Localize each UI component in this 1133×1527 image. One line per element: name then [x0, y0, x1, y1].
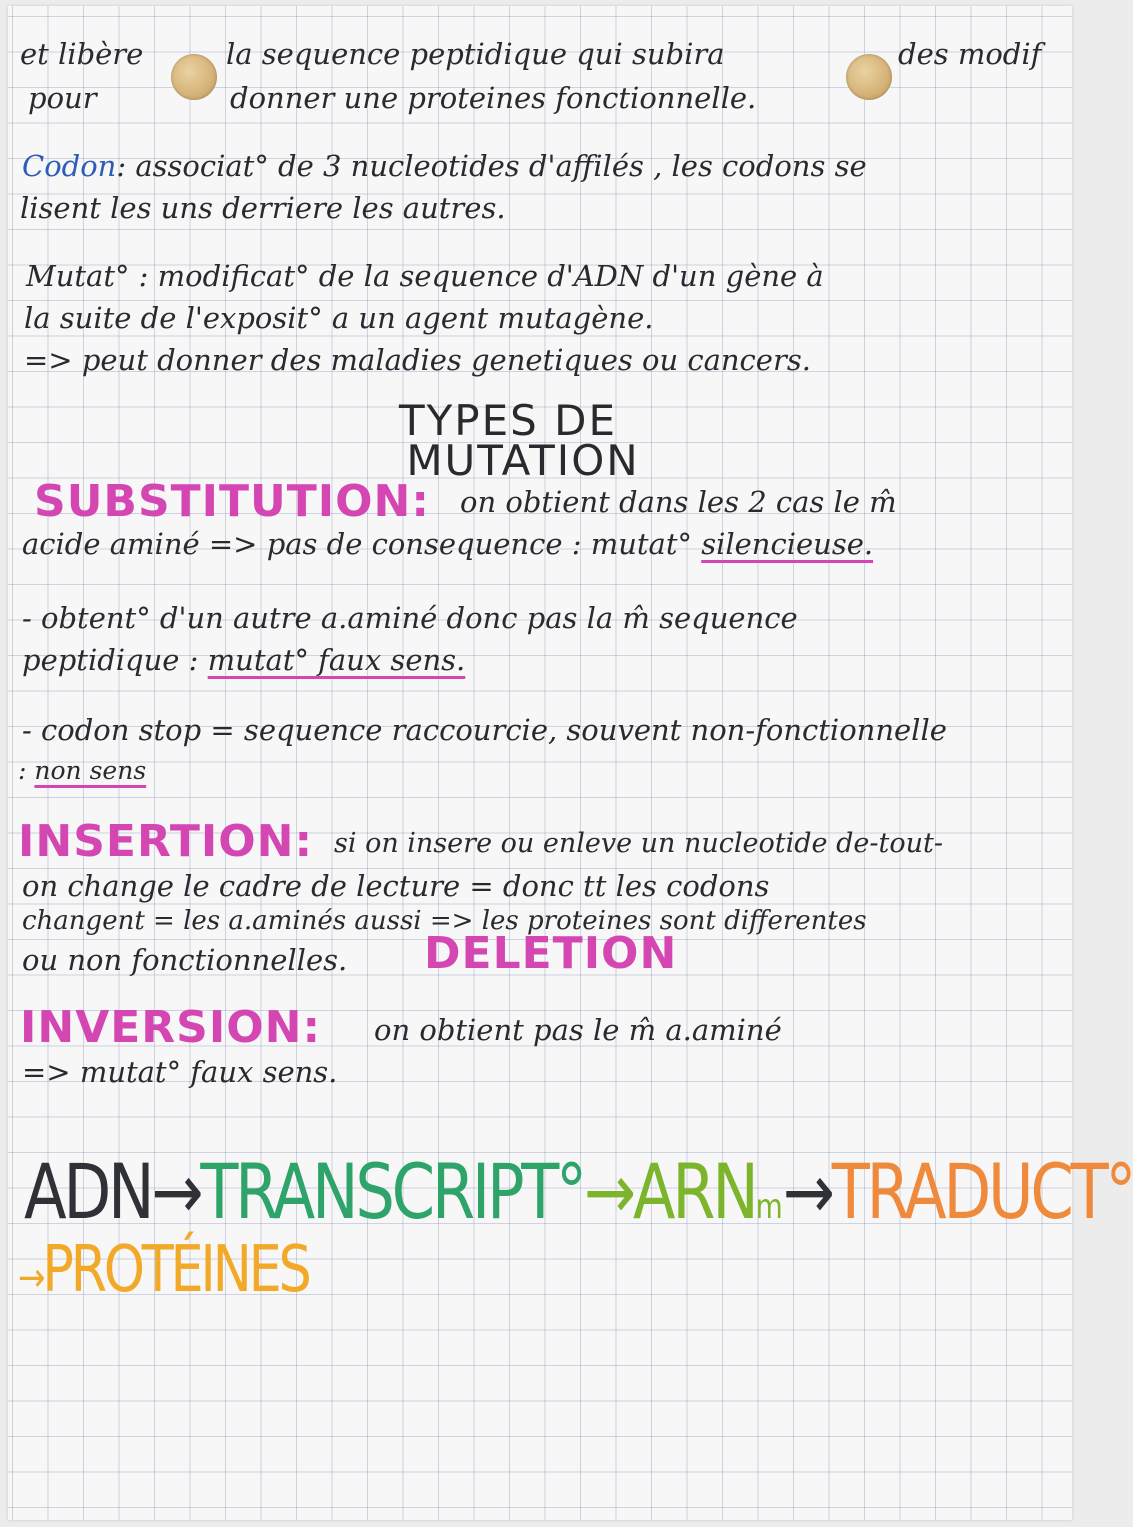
- substitution-text: [22, 527, 874, 561]
- arrow-icon: →: [782, 1147, 832, 1236]
- insertion-text: si on insere ou enleve un nucleotide de-tout-: [334, 828, 943, 859]
- flow-traduction: TRADUCT°: [831, 1147, 1133, 1236]
- dna-to-protein-flow-line2: [18, 1233, 309, 1307]
- substitution-heading: SUBSTITUTION:: [34, 476, 430, 527]
- mutation-definition: Mutat° : modificat° de la sequence d'ADN d'un gène à: [26, 259, 824, 293]
- arrow-icon: →: [151, 1147, 201, 1236]
- arrow-icon: →: [18, 1255, 43, 1301]
- binder-hole-left: [171, 54, 217, 100]
- inversion-text-line2: => mutat° faux sens.: [22, 1055, 338, 1089]
- insertion-heading: INSERTION:: [18, 816, 314, 867]
- mutation-consequence: => peut donner des maladies genetiques ou cancers.: [24, 343, 811, 377]
- codon-definition-line2: lisent les uns derriere les autres.: [20, 191, 506, 225]
- intro-text: des modif: [898, 37, 1042, 71]
- inversion-heading: INVERSION:: [20, 1002, 322, 1053]
- intro-text: la sequence peptidique qui subira: [226, 37, 725, 71]
- substitution-text: on obtient dans les 2 cas le m̂: [460, 485, 897, 519]
- nonsense-mutation-term: non sens: [34, 756, 147, 785]
- dna-to-protein-flow: [24, 1147, 1133, 1236]
- inversion-text: on obtient pas le m̂ a.aminé: [374, 1013, 782, 1047]
- flow-transcription: TRANSCRIPT°: [200, 1147, 584, 1236]
- missense-mutation-term: mutat° faux sens.: [207, 643, 466, 677]
- codon-term: Codon: [22, 149, 117, 183]
- flow-adn: ADN: [24, 1147, 152, 1236]
- intro-text: et libère: [20, 37, 144, 71]
- deletion-heading: DELETION: [424, 928, 678, 979]
- binder-hole-right: [846, 54, 892, 100]
- codon-def-text: : associat° de 3 nucleotides d'affilés , les codons se: [116, 149, 867, 183]
- flow-arn: ARN: [632, 1147, 756, 1236]
- substitution-consequence: acide aminé => pas de consequence : mutat°: [22, 527, 692, 561]
- peptide-sequence-text: peptidique :: [22, 643, 199, 677]
- silent-mutation-term: silencieuse.: [701, 527, 874, 561]
- mutation-definition-line2: la suite de l'exposit° a un agent mutagène.: [24, 301, 654, 335]
- types-title-line1: TYPES DE: [398, 396, 618, 445]
- notebook-page: [8, 6, 1133, 1520]
- intro-text: donner une proteines fonctionnelle.: [230, 81, 757, 115]
- flow-arn-subscript: m: [755, 1187, 783, 1227]
- arrow-icon: →: [583, 1147, 633, 1236]
- substitution-nonsense-line2: [18, 758, 146, 783]
- codon-definition: [22, 149, 867, 183]
- substitution-nonsense: - codon stop = sequence raccourcie, souvent non-fonctionnelle: [22, 713, 947, 747]
- substitution-missense-line2: [22, 643, 466, 677]
- intro-text: pour: [28, 81, 97, 115]
- colon-text: :: [18, 756, 27, 785]
- types-title-line2: MUTATION: [406, 436, 640, 485]
- insertion-text-line4: ou non fonctionnelles.: [22, 943, 348, 977]
- insertion-text-line2: on change le cadre de lecture = donc tt les codons: [22, 869, 770, 903]
- substitution-missense: - obtent° d'un autre a.aminé donc pas la m̂ sequence: [22, 601, 798, 635]
- flow-proteines: PROTÉINES: [42, 1233, 309, 1307]
- insertion-text-line3: changent = les a.aminés aussi => les proteines sont differentes: [22, 906, 867, 936]
